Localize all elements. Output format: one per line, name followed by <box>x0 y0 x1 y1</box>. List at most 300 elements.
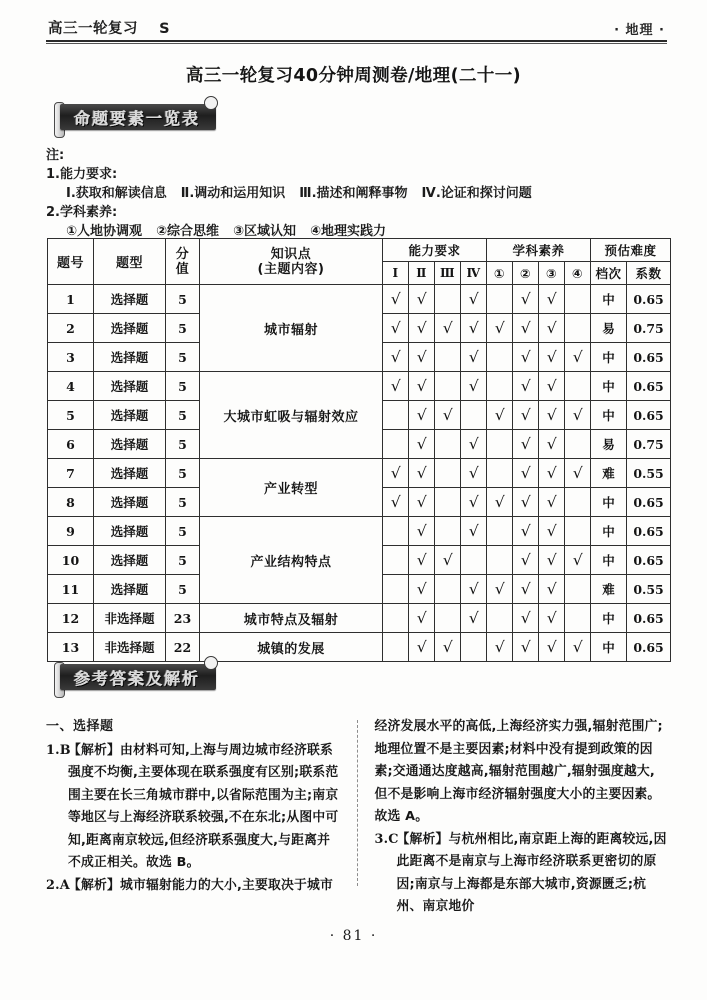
check-mark-icon: √ <box>468 492 479 511</box>
cell-literacy-4 <box>565 343 591 372</box>
answers-area <box>46 716 667 928</box>
notes-ability-items <box>46 184 667 203</box>
cell-difficulty-coefficient: 0.65 <box>627 488 671 517</box>
cell-question-no: 2 <box>48 314 94 343</box>
check-mark-icon: √ <box>468 376 479 395</box>
cell-ability-3 <box>435 285 461 314</box>
cell-ability-4 <box>461 633 487 662</box>
literacy-item-3: ③区域认知 <box>233 224 297 239</box>
check-mark-icon: √ <box>520 376 531 395</box>
table-row <box>48 285 671 314</box>
cell-difficulty-tier: 中 <box>591 488 627 517</box>
check-mark-icon: √ <box>494 318 505 337</box>
th-knowledge-sub: (主题内容) <box>257 261 325 277</box>
cell-ability-1 <box>383 517 409 546</box>
cell-literacy-1 <box>487 314 513 343</box>
spec-table-container <box>47 238 664 662</box>
cell-literacy-1 <box>487 488 513 517</box>
cell-score: 23 <box>166 604 200 633</box>
th-ability-group: 能力要求 <box>383 239 487 262</box>
answer-left-paragraph <box>46 875 341 898</box>
check-mark-icon: √ <box>442 637 453 656</box>
answer-label: 2.A <box>46 877 70 893</box>
table-row <box>48 372 671 401</box>
cell-difficulty-tier: 中 <box>591 633 627 662</box>
check-mark-icon: √ <box>572 347 583 366</box>
answer-right-paragraph <box>375 829 668 919</box>
check-mark-icon: √ <box>546 637 557 656</box>
cell-ability-3 <box>435 372 461 401</box>
th-literacy-2: ② <box>513 262 539 285</box>
cell-ability-2 <box>409 546 435 575</box>
cell-literacy-2 <box>513 575 539 604</box>
spec-table-body <box>48 285 671 662</box>
answers-column-left <box>46 716 357 928</box>
check-mark-icon: √ <box>416 347 427 366</box>
cell-score: 5 <box>166 430 200 459</box>
cell-ability-2 <box>409 604 435 633</box>
cell-literacy-2 <box>513 488 539 517</box>
answer-right-paragraph <box>375 716 668 829</box>
cell-question-type: 选择题 <box>94 488 166 517</box>
cell-literacy-3 <box>539 488 565 517</box>
cell-ability-3 <box>435 314 461 343</box>
cell-score: 5 <box>166 343 200 372</box>
cell-ability-2 <box>409 372 435 401</box>
cell-score: 5 <box>166 285 200 314</box>
cell-knowledge-point: 大城市虹吸与辐射效应 <box>200 372 383 459</box>
answer-left-item <box>46 740 341 875</box>
th-ability-1: Ⅰ <box>383 262 409 285</box>
cell-ability-2 <box>409 343 435 372</box>
spec-table-head <box>48 239 671 285</box>
cell-ability-4 <box>461 430 487 459</box>
check-mark-icon: √ <box>442 405 453 424</box>
cell-difficulty-tier: 中 <box>591 285 627 314</box>
cell-difficulty-tier: 难 <box>591 575 627 604</box>
spec-table <box>47 238 671 662</box>
answers-right-list <box>375 716 668 919</box>
cell-ability-4 <box>461 285 487 314</box>
cell-difficulty-coefficient: 0.65 <box>627 604 671 633</box>
check-mark-icon: √ <box>520 434 531 453</box>
cell-question-no: 9 <box>48 517 94 546</box>
cell-difficulty-tier: 中 <box>591 401 627 430</box>
cell-question-no: 3 <box>48 343 94 372</box>
answer-label: 3.C <box>374 831 399 847</box>
cell-ability-3 <box>435 401 461 430</box>
check-mark-icon: √ <box>520 463 531 482</box>
section-banner-answers <box>46 662 296 692</box>
ability-item-2: Ⅱ.调动和运用知识 <box>180 186 286 201</box>
check-mark-icon: √ <box>390 492 401 511</box>
cell-literacy-2 <box>513 314 539 343</box>
ability-item-1: Ⅰ.获取和解读信息 <box>66 186 167 201</box>
cell-difficulty-coefficient: 0.75 <box>627 314 671 343</box>
check-mark-icon: √ <box>416 376 427 395</box>
cell-difficulty-coefficient: 0.65 <box>627 372 671 401</box>
check-mark-icon: √ <box>572 637 583 656</box>
cell-literacy-2 <box>513 604 539 633</box>
cell-literacy-3 <box>539 459 565 488</box>
header-rule-thin <box>46 43 667 44</box>
cell-literacy-1 <box>487 372 513 401</box>
check-mark-icon: √ <box>520 521 531 540</box>
cell-literacy-4 <box>565 488 591 517</box>
section-banner-label: 命题要素一览表 <box>74 108 201 128</box>
cell-ability-3 <box>435 546 461 575</box>
cell-ability-3 <box>435 488 461 517</box>
check-mark-icon: √ <box>416 463 427 482</box>
cell-ability-2 <box>409 488 435 517</box>
cell-ability-1 <box>383 314 409 343</box>
th-score <box>166 239 200 285</box>
running-head <box>48 14 665 38</box>
cell-ability-4 <box>461 517 487 546</box>
cell-ability-1 <box>383 459 409 488</box>
check-mark-icon: √ <box>390 318 401 337</box>
cell-ability-3 <box>435 343 461 372</box>
th-difficulty-group: 预估难度 <box>591 239 671 262</box>
cell-literacy-4 <box>565 372 591 401</box>
running-head-code: S <box>159 21 171 37</box>
page-title: 高三一轮复习40分钟周测卷/地理(二十一) <box>185 66 522 86</box>
answers-banner-label: 参考答案及解析 <box>74 668 201 688</box>
cell-literacy-2 <box>513 372 539 401</box>
check-mark-icon: √ <box>520 637 531 656</box>
running-head-subject: · 地理 · <box>614 23 665 38</box>
cell-knowledge-point: 城市辐射 <box>200 285 383 372</box>
check-mark-icon: √ <box>416 318 427 337</box>
cell-literacy-4 <box>565 430 591 459</box>
cell-question-no: 11 <box>48 575 94 604</box>
cell-ability-4 <box>461 546 487 575</box>
cell-literacy-1 <box>487 459 513 488</box>
check-mark-icon: √ <box>494 405 505 424</box>
check-mark-icon: √ <box>494 579 505 598</box>
cell-ability-2 <box>409 401 435 430</box>
answers-section-heading: 一、选择题 <box>46 719 114 734</box>
table-row <box>48 604 671 633</box>
cell-ability-4 <box>461 604 487 633</box>
cell-difficulty-tier: 易 <box>591 430 627 459</box>
cell-literacy-3 <box>539 401 565 430</box>
check-mark-icon: √ <box>546 405 557 424</box>
cell-literacy-4 <box>565 546 591 575</box>
check-mark-icon: √ <box>442 550 453 569</box>
cell-ability-1 <box>383 401 409 430</box>
answers-banner-right-pin-icon <box>204 656 218 670</box>
check-mark-icon: √ <box>416 492 427 511</box>
check-mark-icon: √ <box>546 318 557 337</box>
cell-ability-2 <box>409 314 435 343</box>
notes-label: 注: <box>46 148 65 163</box>
check-mark-icon: √ <box>416 289 427 308</box>
check-mark-icon: √ <box>520 289 531 308</box>
cell-difficulty-tier: 中 <box>591 546 627 575</box>
check-mark-icon: √ <box>572 405 583 424</box>
cell-question-no: 8 <box>48 488 94 517</box>
cell-ability-2 <box>409 285 435 314</box>
cell-question-type: 非选择题 <box>94 633 166 662</box>
check-mark-icon: √ <box>520 318 531 337</box>
cell-question-type: 选择题 <box>94 372 166 401</box>
cell-literacy-3 <box>539 430 565 459</box>
page-folio: · 81 · <box>329 928 378 944</box>
th-score-line1: 分 <box>175 246 190 262</box>
cell-ability-2 <box>409 430 435 459</box>
cell-literacy-2 <box>513 343 539 372</box>
th-literacy-3: ③ <box>539 262 565 285</box>
cell-difficulty-tier: 中 <box>591 372 627 401</box>
cell-ability-2 <box>409 459 435 488</box>
cell-literacy-3 <box>539 546 565 575</box>
check-mark-icon: √ <box>442 318 453 337</box>
cell-literacy-4 <box>565 517 591 546</box>
cell-question-type: 选择题 <box>94 459 166 488</box>
cell-literacy-2 <box>513 546 539 575</box>
cell-question-no: 12 <box>48 604 94 633</box>
cell-question-no: 5 <box>48 401 94 430</box>
cell-ability-4 <box>461 314 487 343</box>
check-mark-icon: √ <box>546 492 557 511</box>
answers-column-right <box>357 716 668 928</box>
cell-literacy-1 <box>487 285 513 314</box>
cell-ability-2 <box>409 517 435 546</box>
check-mark-icon: √ <box>494 637 505 656</box>
answer-right-item <box>375 829 668 919</box>
cell-ability-1 <box>383 604 409 633</box>
answer-text: 经济发展水平的高低,上海经济实力强,辐射范围广;地理位置不是主要因素;材料中没有提到政策的因素;交通通达度越高,辐射范围越广,辐射强度越大,但不是影响上海市经济辐射强度大小的主要因素。故选 A。 <box>374 719 663 824</box>
cell-literacy-1 <box>487 401 513 430</box>
answer-left-paragraph <box>46 740 341 875</box>
table-row <box>48 633 671 662</box>
check-mark-icon: √ <box>468 463 479 482</box>
cell-literacy-2 <box>513 459 539 488</box>
cell-literacy-1 <box>487 430 513 459</box>
cell-question-type: 选择题 <box>94 314 166 343</box>
check-mark-icon: √ <box>390 376 401 395</box>
th-knowledge-point <box>200 239 383 285</box>
th-ability-2: Ⅱ <box>409 262 435 285</box>
cell-ability-1 <box>383 372 409 401</box>
cell-difficulty-tier: 难 <box>591 459 627 488</box>
cell-literacy-2 <box>513 517 539 546</box>
answer-text: 与杭州相比,南京距上海的距离较远,因此距离不是南京与上海市经济联系更密切的原因;南京与上海都是东部大城市,资源匮乏;杭州、南京地价 <box>396 831 667 914</box>
cell-literacy-3 <box>539 604 565 633</box>
cell-literacy-2 <box>513 633 539 662</box>
cell-ability-1 <box>383 285 409 314</box>
check-mark-icon: √ <box>416 637 427 656</box>
cell-question-type: 选择题 <box>94 546 166 575</box>
answer-text: 城市辐射能力的大小,主要取决于城市 <box>120 877 334 893</box>
cell-ability-1 <box>383 488 409 517</box>
cell-ability-3 <box>435 430 461 459</box>
cell-ability-1 <box>383 633 409 662</box>
literacy-item-2: ②综合思维 <box>156 224 220 239</box>
cell-difficulty-coefficient: 0.65 <box>627 633 671 662</box>
check-mark-icon: √ <box>390 289 401 308</box>
cell-question-type: 选择题 <box>94 285 166 314</box>
cell-literacy-4 <box>565 459 591 488</box>
cell-difficulty-coefficient: 0.65 <box>627 517 671 546</box>
cell-literacy-1 <box>487 604 513 633</box>
notes-literacy-heading: 2.学科素养: <box>46 205 118 220</box>
cell-literacy-3 <box>539 633 565 662</box>
table-row <box>48 517 671 546</box>
table-row <box>48 459 671 488</box>
check-mark-icon: √ <box>520 550 531 569</box>
analysis-tag: 【解析】 <box>396 831 449 847</box>
check-mark-icon: √ <box>416 608 427 627</box>
cell-ability-3 <box>435 633 461 662</box>
cell-literacy-4 <box>565 314 591 343</box>
cell-literacy-4 <box>565 401 591 430</box>
th-knowledge-main: 知识点 <box>270 246 312 262</box>
cell-literacy-3 <box>539 517 565 546</box>
cell-difficulty-coefficient: 0.65 <box>627 546 671 575</box>
answers-left-list <box>46 740 341 898</box>
cell-ability-1 <box>383 546 409 575</box>
th-ability-4: Ⅳ <box>461 262 487 285</box>
check-mark-icon: √ <box>416 579 427 598</box>
answer-right-item <box>375 716 668 829</box>
cell-ability-3 <box>435 517 461 546</box>
cell-question-no: 6 <box>48 430 94 459</box>
check-mark-icon: √ <box>546 550 557 569</box>
cell-question-type: 非选择题 <box>94 604 166 633</box>
cell-question-type: 选择题 <box>94 401 166 430</box>
cell-ability-4 <box>461 575 487 604</box>
cell-ability-4 <box>461 459 487 488</box>
running-head-title: 高三一轮复习 <box>48 21 138 37</box>
answers-banner-ribbon <box>60 664 216 690</box>
cell-literacy-3 <box>539 285 565 314</box>
th-question-type: 题型 <box>94 239 166 285</box>
check-mark-icon: √ <box>546 434 557 453</box>
cell-literacy-1 <box>487 546 513 575</box>
check-mark-icon: √ <box>520 492 531 511</box>
check-mark-icon: √ <box>520 405 531 424</box>
check-mark-icon: √ <box>546 521 557 540</box>
th-literacy-group: 学科素养 <box>487 239 591 262</box>
check-mark-icon: √ <box>520 579 531 598</box>
cell-difficulty-coefficient: 0.65 <box>627 343 671 372</box>
header-rule-thick <box>46 40 667 42</box>
literacy-item-4: ④地理实践力 <box>310 224 387 239</box>
cell-knowledge-point: 城镇的发展 <box>200 633 383 662</box>
legend-notes <box>46 146 667 241</box>
th-tier: 档次 <box>591 262 627 285</box>
section-banner-spec-table <box>46 102 296 132</box>
notes-ability-heading: 1.能力要求: <box>46 167 118 182</box>
cell-difficulty-tier: 易 <box>591 314 627 343</box>
cell-literacy-4 <box>565 575 591 604</box>
cell-score: 5 <box>166 575 200 604</box>
check-mark-icon: √ <box>468 521 479 540</box>
check-mark-icon: √ <box>546 376 557 395</box>
cell-question-no: 1 <box>48 285 94 314</box>
cell-question-type: 选择题 <box>94 517 166 546</box>
cell-knowledge-point: 产业转型 <box>200 459 383 517</box>
cell-knowledge-point: 城市特点及辐射 <box>200 604 383 633</box>
cell-literacy-4 <box>565 604 591 633</box>
check-mark-icon: √ <box>468 347 479 366</box>
cell-literacy-1 <box>487 633 513 662</box>
th-coefficient: 系数 <box>627 262 671 285</box>
cell-knowledge-point: 产业结构特点 <box>200 517 383 604</box>
header-rule <box>46 40 667 44</box>
running-head-left <box>48 17 170 38</box>
banner-ribbon <box>60 104 216 130</box>
answer-text: 由材料可知,上海与周边城市经济联系强度不均衡,主要体现在联系强度有区别;联系范围主要在长三角城市群中,以省际范围为主;南京等地区与上海经济联系较强,不在东北;从图中可知,距离南京较远,但经济联系强度大,与距离并不成正相关。故选 B。 <box>68 742 339 870</box>
th-question-no: 题号 <box>48 239 94 285</box>
cell-literacy-3 <box>539 314 565 343</box>
cell-question-no: 4 <box>48 372 94 401</box>
cell-literacy-2 <box>513 430 539 459</box>
cell-question-no: 13 <box>48 633 94 662</box>
cell-difficulty-tier: 中 <box>591 604 627 633</box>
cell-ability-4 <box>461 372 487 401</box>
check-mark-icon: √ <box>468 318 479 337</box>
cell-ability-1 <box>383 575 409 604</box>
cell-difficulty-tier: 中 <box>591 343 627 372</box>
check-mark-icon: √ <box>416 405 427 424</box>
th-literacy-4: ④ <box>565 262 591 285</box>
cell-literacy-1 <box>487 343 513 372</box>
check-mark-icon: √ <box>390 463 401 482</box>
cell-difficulty-coefficient: 0.55 <box>627 459 671 488</box>
cell-score: 5 <box>166 372 200 401</box>
cell-question-no: 10 <box>48 546 94 575</box>
check-mark-icon: √ <box>468 434 479 453</box>
literacy-item-1: ①人地协调观 <box>66 224 143 239</box>
cell-score: 5 <box>166 546 200 575</box>
check-mark-icon: √ <box>416 434 427 453</box>
cell-question-type: 选择题 <box>94 343 166 372</box>
ability-item-4: Ⅳ.论证和探讨问题 <box>421 186 532 201</box>
cell-ability-3 <box>435 459 461 488</box>
cell-score: 5 <box>166 459 200 488</box>
cell-literacy-3 <box>539 343 565 372</box>
cell-literacy-2 <box>513 285 539 314</box>
banner-right-pin-icon <box>204 96 218 110</box>
cell-literacy-3 <box>539 575 565 604</box>
th-ability-3: Ⅲ <box>435 262 461 285</box>
cell-score: 5 <box>166 401 200 430</box>
check-mark-icon: √ <box>546 347 557 366</box>
cell-ability-1 <box>383 430 409 459</box>
cell-literacy-2 <box>513 401 539 430</box>
cell-question-no: 7 <box>48 459 94 488</box>
check-mark-icon: √ <box>546 579 557 598</box>
cell-difficulty-tier: 中 <box>591 517 627 546</box>
cell-ability-1 <box>383 343 409 372</box>
th-score-line2: 值 <box>175 261 190 277</box>
cell-score: 22 <box>166 633 200 662</box>
cell-question-type: 选择题 <box>94 575 166 604</box>
check-mark-icon: √ <box>468 579 479 598</box>
cell-literacy-4 <box>565 285 591 314</box>
analysis-tag: 【解析】 <box>68 742 120 758</box>
check-mark-icon: √ <box>416 550 427 569</box>
cell-ability-4 <box>461 343 487 372</box>
check-mark-icon: √ <box>572 550 583 569</box>
column-divider <box>357 720 358 886</box>
cell-ability-2 <box>409 575 435 604</box>
answer-label: 1.B <box>46 742 71 758</box>
answer-left-item <box>46 875 341 898</box>
